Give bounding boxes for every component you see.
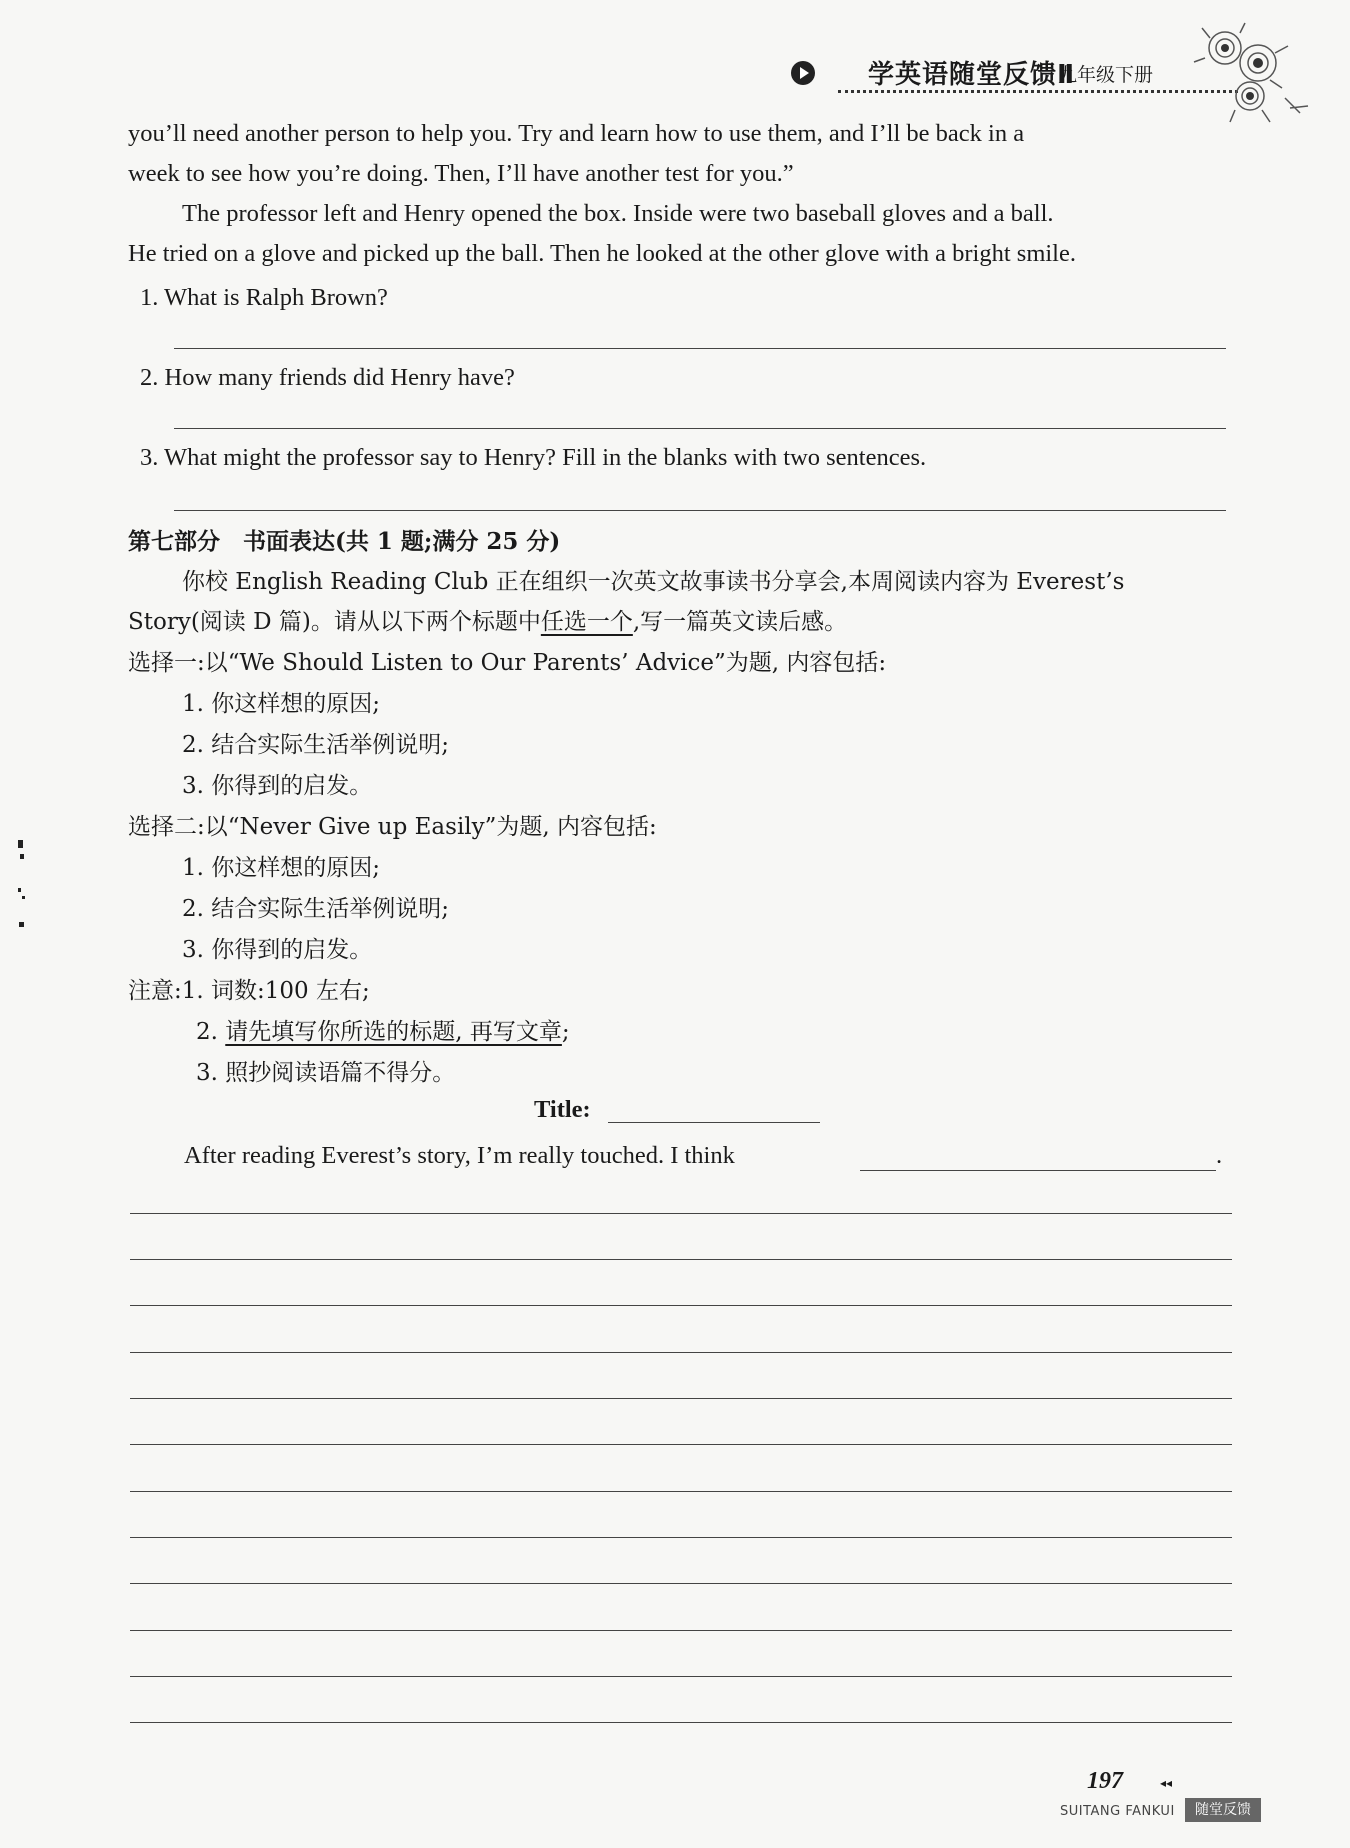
book-title: 学英语随堂反馈Ⅱ [868,60,1076,90]
footer-brand: SUITANG FANKUI [1060,1804,1175,1819]
question-2: 2. How many friends did Henry have? [140,364,515,391]
title-blank[interactable] [608,1122,820,1123]
question-3: 3. What might the professor say to Henry? Fill in the blanks with two sentences. [140,444,927,471]
answer-line-1[interactable] [174,348,1226,349]
header-dotted-rule [838,90,1238,93]
page-number: 197 [1087,1768,1123,1794]
question-1: 1. What is Ralph Brown? [140,284,388,311]
essay-line[interactable] [130,1491,1232,1492]
passage-line: He tried on a glove and picked up the ball. Then he looked at the other glove with a bright smile. [128,240,1076,267]
essay-line[interactable] [130,1444,1232,1445]
essay-line[interactable] [130,1305,1232,1306]
option-1-item: 1. 你这样想的原因; [182,691,381,717]
passage-line: The professor left and Henry opened the box. Inside were two baseball gloves and a ball. [182,200,1054,227]
option-1-item: 2. 结合实际生活举例说明; [182,732,450,758]
passage-line: you’ll need another person to help you. Try and learn how to use them, and I’ll be back in a [128,120,1025,147]
essay-line[interactable] [130,1213,1232,1214]
essay-starter: After reading Everest’s story, I’m really touched. I think [184,1142,735,1169]
option-1-item: 3. 你得到的启发。 [182,773,373,799]
book-subtitle: 九年级下册 [1058,64,1154,86]
section-title: 第七部分 书面表达(共 1 题;满分 25 分) [128,528,561,555]
notes [128,971,370,1011]
passage-line: week to see how you’re doing. Then, I’ll have another test for you.” [128,160,794,187]
underlined-text: 任选一个 [540,609,633,635]
starter-period: . [1216,1142,1223,1169]
answer-line-3[interactable] [174,510,1226,511]
note-2: 2. 请先填写你所选的标题, 再写文章; [196,1019,570,1045]
writing-intro: Story(阅读 D 篇)。请从以下两个标题中任选一个,写一篇英文读后感。 [128,609,848,635]
essay-line[interactable] [130,1676,1232,1677]
option-2-item: 1. 你这样想的原因; [182,855,381,881]
essay-line[interactable] [130,1259,1232,1260]
essay-line[interactable] [130,1583,1232,1584]
sunflower-decoration-icon [1190,18,1310,128]
note-3: 3. 照抄阅读语篇不得分。 [196,1060,456,1086]
essay-line[interactable] [130,1722,1232,1723]
essay-line[interactable] [130,1352,1232,1353]
play-circle-icon [790,60,816,86]
option-2-item: 2. 结合实际生活举例说明; [182,896,450,922]
notes-label: 注意: [128,978,182,1004]
title-label: Title: [534,1096,591,1123]
essay-line[interactable] [130,1630,1232,1631]
starter-blank[interactable] [860,1170,1216,1171]
margin-scan-marks [12,840,32,930]
option-1-title: 选择一:以“We Should Listen to Our Parents’ Advice”为题, 内容包括: [128,650,887,676]
footer-badge: 随堂反馈 [1185,1798,1261,1822]
essay-line[interactable] [130,1537,1232,1538]
answer-line-2[interactable] [174,428,1226,429]
note-1: 1. 词数:100 左右; [181,978,370,1004]
essay-line[interactable] [130,1398,1232,1399]
option-2-title: 选择二:以“Never Give up Easily”为题, 内容包括: [128,814,657,840]
arrow-left-icon: ◂◂ [1160,1776,1173,1790]
writing-intro: 你校 English Reading Club 正在组织一次英文故事读书分享会,本周阅读内容为 Everest’s [182,569,1125,595]
option-2-item: 3. 你得到的启发。 [182,937,373,963]
